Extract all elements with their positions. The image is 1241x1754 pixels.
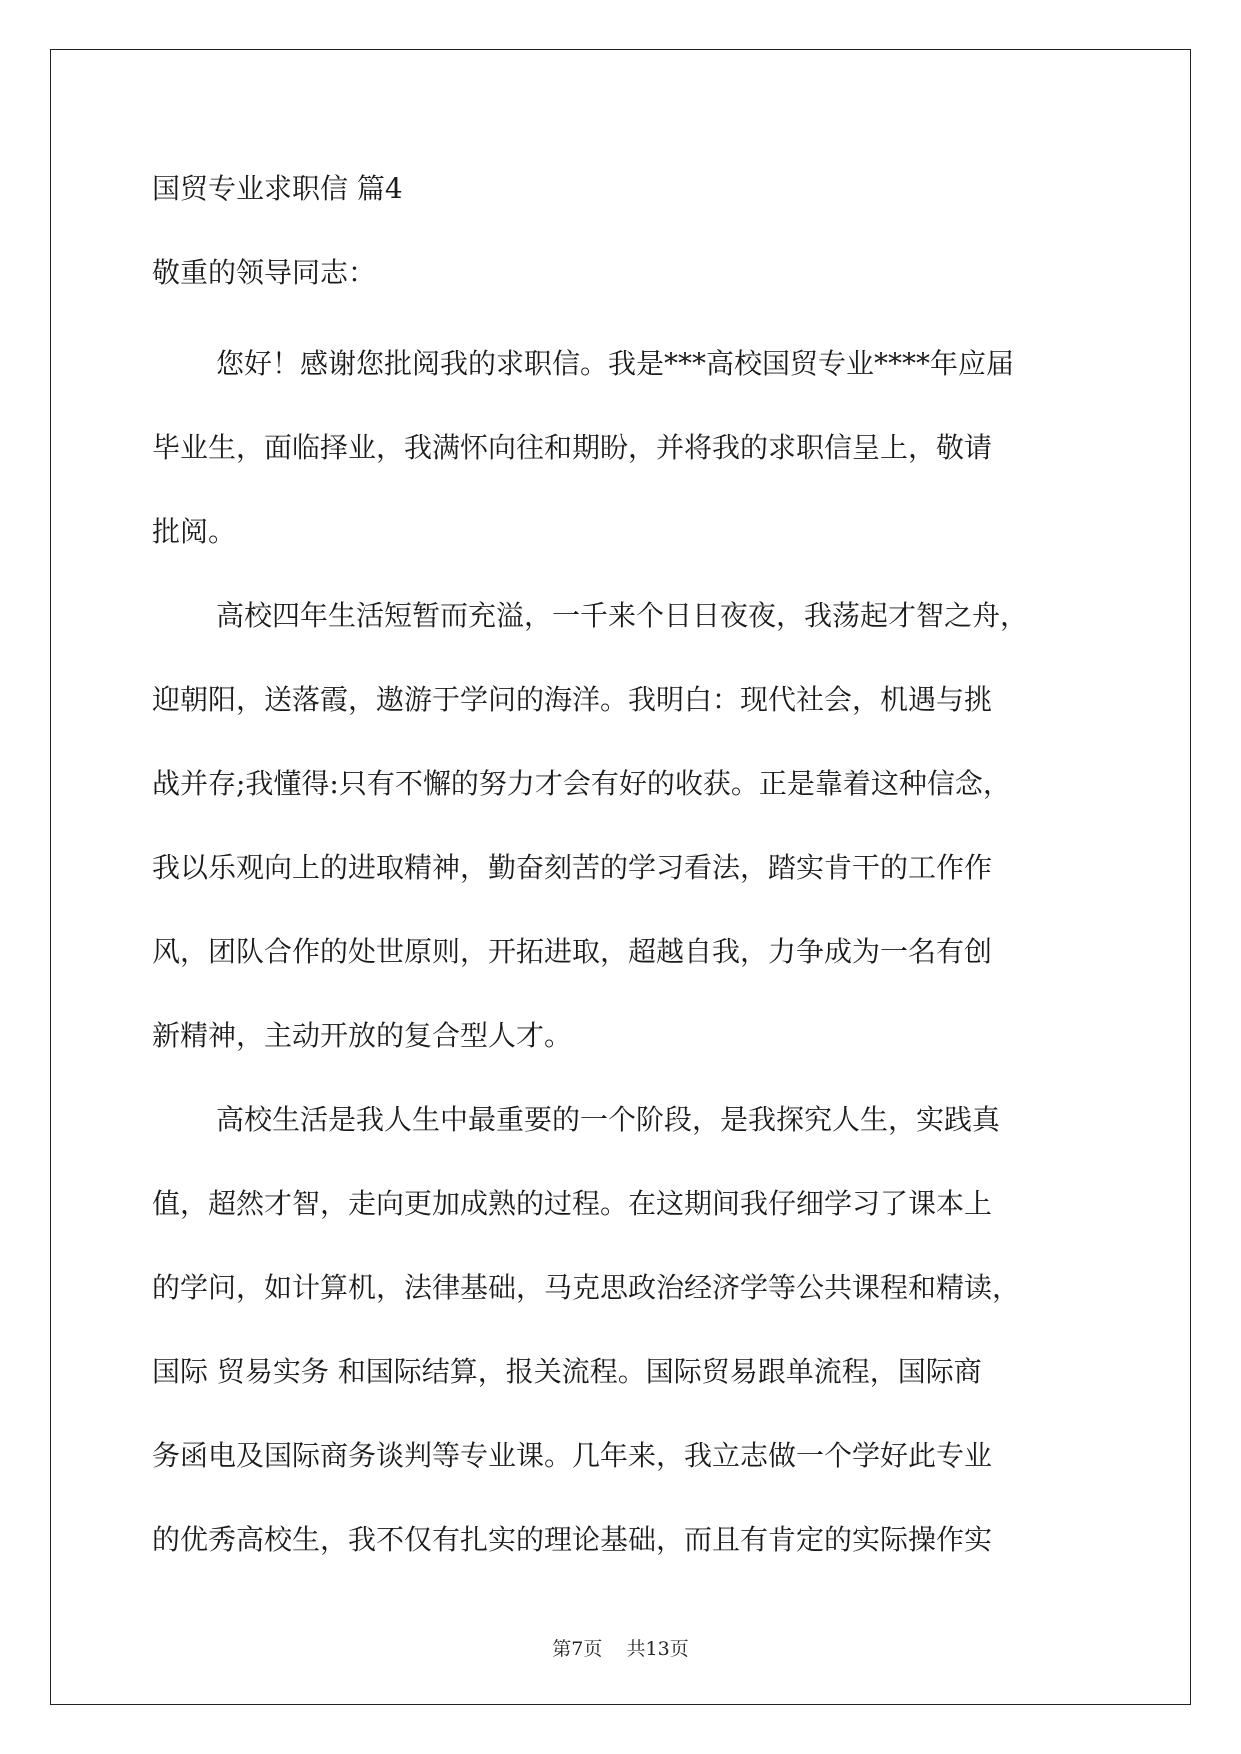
page-footer [0, 1634, 1241, 1661]
paragraph-line: 毕业生，面临择业，我满怀向往和期盼，并将我的求职信呈上，敬请 [152, 431, 993, 464]
paragraph-line: 高校生活是我人生中最重要的一个阶段，是我探究人生，实践真 [216, 1103, 1001, 1136]
paragraph-line: 新精神，主动开放的复合型人才。 [152, 1019, 573, 1052]
paragraph-2 [152, 574, 1092, 1078]
paragraph-line: 战并存;我懂得:只有不懈的努力才会有好的收获。正是靠着这种信念， [152, 767, 1011, 800]
document-body [152, 168, 1092, 1582]
paragraph-line: 的优秀高校生，我不仅有扎实的理论基础，而且有肯定的实际操作实 [152, 1523, 993, 1556]
paragraph-line: 迎朝阳，送落霞，遨游于学问的海洋。我明白：现代社会，机遇与挑 [152, 683, 993, 716]
paragraph-line: 值，超然才智，走向更加成熟的过程。在这期间我仔细学习了课本上 [152, 1187, 993, 1220]
page-number: 第7页 [552, 1638, 603, 1660]
paragraph-line: 高校四年生活短暂而充溢，一千来个日日夜夜，我荡起才智之舟， [216, 599, 1029, 632]
paragraph-line: 批阅。 [152, 515, 237, 548]
paragraph-line: 风，团队合作的处世原则，开拓进取，超越自我，力争成为一名有创 [152, 935, 993, 968]
salutation: 敬重的领导同志： [152, 256, 377, 289]
paragraph-3 [152, 1078, 1092, 1582]
document-heading: 国贸专业求职信 篇4 [152, 172, 403, 205]
paragraph-line: 务函电及国际商务谈判等专业课。几年来，我立志做一个学好此专业 [152, 1439, 993, 1472]
paragraph-line: 国际 贸易实务 和国际结算，报关流程。国际贸易跟单流程，国际商 [152, 1355, 982, 1388]
paragraph-1 [152, 322, 1092, 574]
paragraph-line: 的学问，如计算机，法律基础，马克思政治经济学等公共课程和精读， [152, 1271, 1021, 1304]
paragraph-line: 您好！感谢您批阅我的求职信。我是***高校国贸专业****年应届 [216, 347, 1015, 380]
paragraph-line: 我以乐观向上的进取精神，勤奋刻苦的学习看法，踏实肯干的工作作 [152, 851, 993, 884]
page-total: 共13页 [626, 1638, 689, 1660]
